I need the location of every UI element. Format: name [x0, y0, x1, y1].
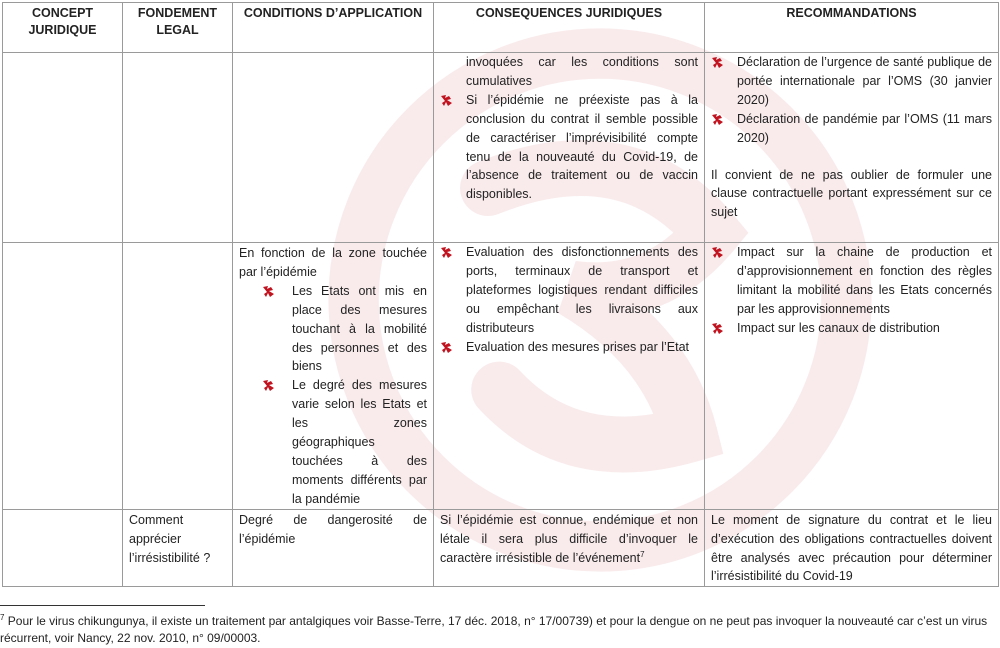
table-row — [3, 53, 999, 243]
header-conditions-application: CONDITIONS D’APPLICATION — [233, 3, 434, 53]
cell-concept — [3, 509, 123, 587]
red-fleuron-bullet-icon — [440, 246, 453, 259]
cell-fondement — [123, 53, 233, 243]
condition-text: Degré de dangerosité de l’épidémie — [239, 512, 427, 546]
cell-conditions — [233, 53, 434, 243]
recommandation-text: Impact sur les canaux de distribution — [737, 320, 940, 335]
list-item — [440, 53, 698, 91]
red-fleuron-bullet-icon — [440, 341, 453, 354]
red-fleuron-bullet-icon — [711, 322, 724, 335]
list-item — [259, 282, 427, 377]
cell-recommandations — [705, 53, 999, 243]
list-item — [440, 91, 698, 204]
cell-concept — [3, 243, 123, 510]
header-recommandations: RECOMMANDATIONS — [705, 3, 999, 53]
table-row — [3, 509, 999, 587]
list-item — [440, 243, 698, 338]
consequence-sentence: Si l’épidémie est connue, endémique et non létale il sera plus difficile d’invoquer le caractère irrésistible de l’événement — [440, 512, 698, 565]
table-header-row — [3, 3, 999, 53]
condition-text: Le degré des mesures varie selon les Etats et les zones géographiques touchées à des moments différents par la pandémie — [292, 378, 427, 506]
table-row — [3, 243, 999, 510]
red-fleuron-bullet-icon — [711, 113, 724, 126]
recommandation-text: Déclaration de l’urgence de santé publique de portée internationale par l’OMS (30 janvier 2020) — [737, 55, 992, 107]
footnote — [0, 613, 998, 647]
cell-recommandations — [705, 243, 999, 510]
cell-conditions — [233, 509, 434, 587]
header-fondement-legal: FONDEMENT LEGAL — [123, 3, 233, 53]
recommandation-text: Impact sur la chaine de production et d’approvisionnement en fonction des règles limitant la mobilité dans les Etats concernés par les approvisionnements — [737, 245, 992, 316]
list-item — [711, 110, 992, 148]
legal-table — [2, 2, 999, 587]
footnote-number: 7 — [0, 613, 5, 622]
cell-consequences — [434, 243, 705, 510]
footnote-separator — [0, 605, 205, 606]
list-item — [711, 53, 992, 110]
cell-conditions — [233, 243, 434, 510]
footnote-text: Pour le virus chikungunya, il existe un traitement par antalgiques voir Basse-Terre, 17 déc. 2018, n° 17/00739) et pour la dengue on ne peut pas invoquer la nouveauté car c’est un virus récurrent, voir Nancy, 22 nov. 2010, n° 09/00003. — [0, 614, 988, 645]
cell-consequences — [434, 53, 705, 243]
consequence-continuation: invoquées car les conditions sont cumulatives — [466, 55, 698, 88]
condition-intro: En fonction de la zone touchée par l’épidémie — [239, 246, 427, 279]
consequence-text: Evaluation des mesures prises par l’Etat — [466, 339, 690, 354]
footnote-reference: 7 — [640, 549, 645, 559]
consequence-text: Evaluation des disfonctionnements des ports, terminaux de transport et plateformes logistiques rendant difficiles ou empêchant les livraisons aux distributeurs — [466, 245, 698, 335]
red-fleuron-bullet-icon — [262, 285, 275, 298]
list-item — [711, 319, 992, 338]
recommandation-text: Déclaration de pandémie par l’OMS (11 mars 2020) — [737, 111, 992, 145]
cell-recommandations — [705, 509, 999, 587]
recommandation-paragraph: Il convient de ne pas oublier de formuler une clause contractuelle portant expressément sur ce sujet — [711, 167, 992, 220]
red-fleuron-bullet-icon — [711, 246, 724, 259]
red-fleuron-bullet-icon — [262, 379, 275, 392]
condition-text: Les Etats ont mis en place des mesures touchant à la mobilité des personnes et des biens — [292, 283, 427, 374]
cell-fondement — [123, 509, 233, 587]
cell-fondement — [123, 243, 233, 510]
list-item — [711, 243, 992, 319]
cell-concept — [3, 53, 123, 243]
red-fleuron-bullet-icon — [440, 94, 453, 107]
consequence-text: Si l’épidémie ne préexiste pas à la conclusion du contrat il semble possible de caractériser l’imprévisibilité compte tenu de la nouveauté du Covid-19, de l’absence de traitement ou de vaccin disponibles. — [466, 92, 698, 202]
list-item — [259, 376, 427, 508]
cell-consequences — [434, 509, 705, 587]
header-consequences-juridiques: CONSEQUENCES JURIDIQUES — [434, 3, 705, 53]
header-concept-juridique: CONCEPT JURIDIQUE — [3, 3, 123, 53]
list-item — [440, 338, 698, 357]
recommandation-text: Le moment de signature du contrat et le lieu d’exécution des obligations contractuelles doivent être analysés avec précaution pour déterminer l’irrésistibilité du Covid-19 — [711, 512, 992, 584]
consequence-text — [440, 510, 698, 568]
fondement-text: Comment apprécier l’irrésistibilité ? — [129, 512, 211, 565]
red-fleuron-bullet-icon — [711, 56, 724, 69]
